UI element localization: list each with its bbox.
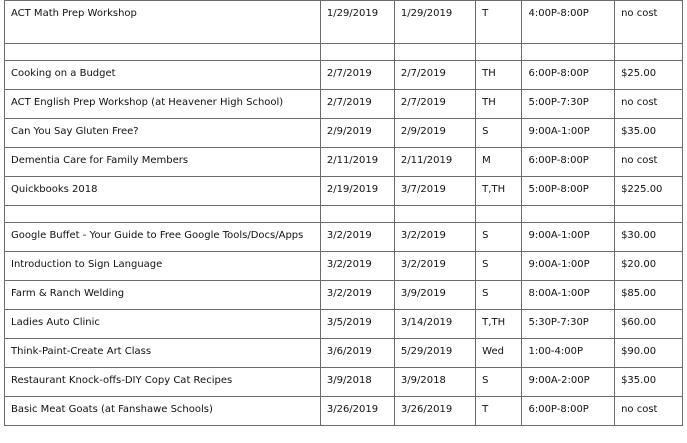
spacer-row [5,44,683,61]
end-date-cell: 2/11/2019 [394,148,475,177]
class-title-cell: Quickbooks 2018 [5,177,321,206]
cost-cell: $85.00 [615,281,683,310]
start-date-cell: 2/7/2019 [320,61,394,90]
time-cell: 5:00P-7:30P [522,90,615,119]
start-date-cell: 2/7/2019 [320,90,394,119]
end-date-cell: 3/2/2019 [394,223,475,252]
cost-cell: $90.00 [615,339,683,368]
time-cell: 6:00P-8:00P [522,397,615,426]
class-title-cell: ACT Math Prep Workshop [5,1,321,44]
table-row [5,223,683,252]
start-date-cell: 3/9/2018 [320,368,394,397]
class-title-cell: Introduction to Sign Language [5,252,321,281]
empty-cell [5,206,321,223]
class-schedule-body [5,1,683,426]
start-date-cell: 2/19/2019 [320,177,394,206]
table-row [5,90,683,119]
empty-cell [476,206,522,223]
time-cell: 5:30P-7:30P [522,310,615,339]
class-title-cell: Ladies Auto Clinic [5,310,321,339]
time-cell: 9:00A-2:00P [522,368,615,397]
start-date-cell: 3/6/2019 [320,339,394,368]
table-row [5,148,683,177]
days-cell: Wed [476,339,522,368]
days-cell: T [476,397,522,426]
days-cell: T,TH [476,177,522,206]
empty-cell [394,206,475,223]
cost-cell: $35.00 [615,119,683,148]
end-date-cell: 3/7/2019 [394,177,475,206]
cost-cell: $60.00 [615,310,683,339]
empty-cell [394,44,475,61]
table-row [5,252,683,281]
start-date-cell: 3/2/2019 [320,223,394,252]
cost-cell: $25.00 [615,61,683,90]
empty-cell [320,44,394,61]
time-cell: 9:00A-1:00P [522,119,615,148]
class-title-cell: Google Buffet - Your Guide to Free Google Tools/Docs/Apps [5,223,321,252]
end-date-cell: 3/26/2019 [394,397,475,426]
end-date-cell: 2/7/2019 [394,61,475,90]
start-date-cell: 3/26/2019 [320,397,394,426]
table-row [5,310,683,339]
time-cell: 5:00P-8:00P [522,177,615,206]
days-cell: S [476,281,522,310]
class-title-cell: Basic Meat Goats (at Fanshawe Schools) [5,397,321,426]
days-cell: S [476,223,522,252]
end-date-cell: 2/9/2019 [394,119,475,148]
class-title-cell: Think-Paint-Create Art Class [5,339,321,368]
cost-cell: no cost [615,148,683,177]
time-cell: 6:00P-8:00P [522,148,615,177]
spacer-row [5,206,683,223]
table-row [5,1,683,44]
end-date-cell: 5/29/2019 [394,339,475,368]
cost-cell: no cost [615,1,683,44]
time-cell: 8:00A-1:00P [522,281,615,310]
cost-cell: $35.00 [615,368,683,397]
end-date-cell: 2/7/2019 [394,90,475,119]
empty-cell [522,44,615,61]
time-cell: 1:00-4:00P [522,339,615,368]
days-cell: M [476,148,522,177]
table-row [5,281,683,310]
days-cell: S [476,252,522,281]
end-date-cell: 3/9/2019 [394,281,475,310]
empty-cell [5,44,321,61]
start-date-cell: 3/5/2019 [320,310,394,339]
days-cell: T [476,1,522,44]
table-row [5,177,683,206]
start-date-cell: 2/11/2019 [320,148,394,177]
cost-cell: $30.00 [615,223,683,252]
days-cell: TH [476,90,522,119]
start-date-cell: 3/2/2019 [320,252,394,281]
time-cell: 9:00A-1:00P [522,223,615,252]
end-date-cell: 3/9/2018 [394,368,475,397]
class-schedule-table [4,0,683,426]
class-title-cell: Restaurant Knock-offs-DIY Copy Cat Recipes [5,368,321,397]
start-date-cell: 2/9/2019 [320,119,394,148]
class-title-cell: ACT English Prep Workshop (at Heavener High School) [5,90,321,119]
table-row [5,119,683,148]
empty-cell [320,206,394,223]
days-cell: S [476,119,522,148]
empty-cell [615,44,683,61]
class-title-cell: Can You Say Gluten Free? [5,119,321,148]
class-title-cell: Farm & Ranch Welding [5,281,321,310]
empty-cell [476,44,522,61]
time-cell: 6:00P-8:00P [522,61,615,90]
empty-cell [615,206,683,223]
table-row [5,397,683,426]
days-cell: S [476,368,522,397]
cost-cell: no cost [615,90,683,119]
days-cell: TH [476,61,522,90]
cost-cell: no cost [615,397,683,426]
empty-cell [522,206,615,223]
class-title-cell: Dementia Care for Family Members [5,148,321,177]
end-date-cell: 3/14/2019 [394,310,475,339]
table-row [5,61,683,90]
cost-cell: $225.00 [615,177,683,206]
days-cell: T,TH [476,310,522,339]
time-cell: 4:00P-8:00P [522,1,615,44]
table-row [5,339,683,368]
end-date-cell: 3/2/2019 [394,252,475,281]
end-date-cell: 1/29/2019 [394,1,475,44]
start-date-cell: 3/2/2019 [320,281,394,310]
table-row [5,368,683,397]
class-title-cell: Cooking on a Budget [5,61,321,90]
cost-cell: $20.00 [615,252,683,281]
start-date-cell: 1/29/2019 [320,1,394,44]
time-cell: 9:00A-1:00P [522,252,615,281]
